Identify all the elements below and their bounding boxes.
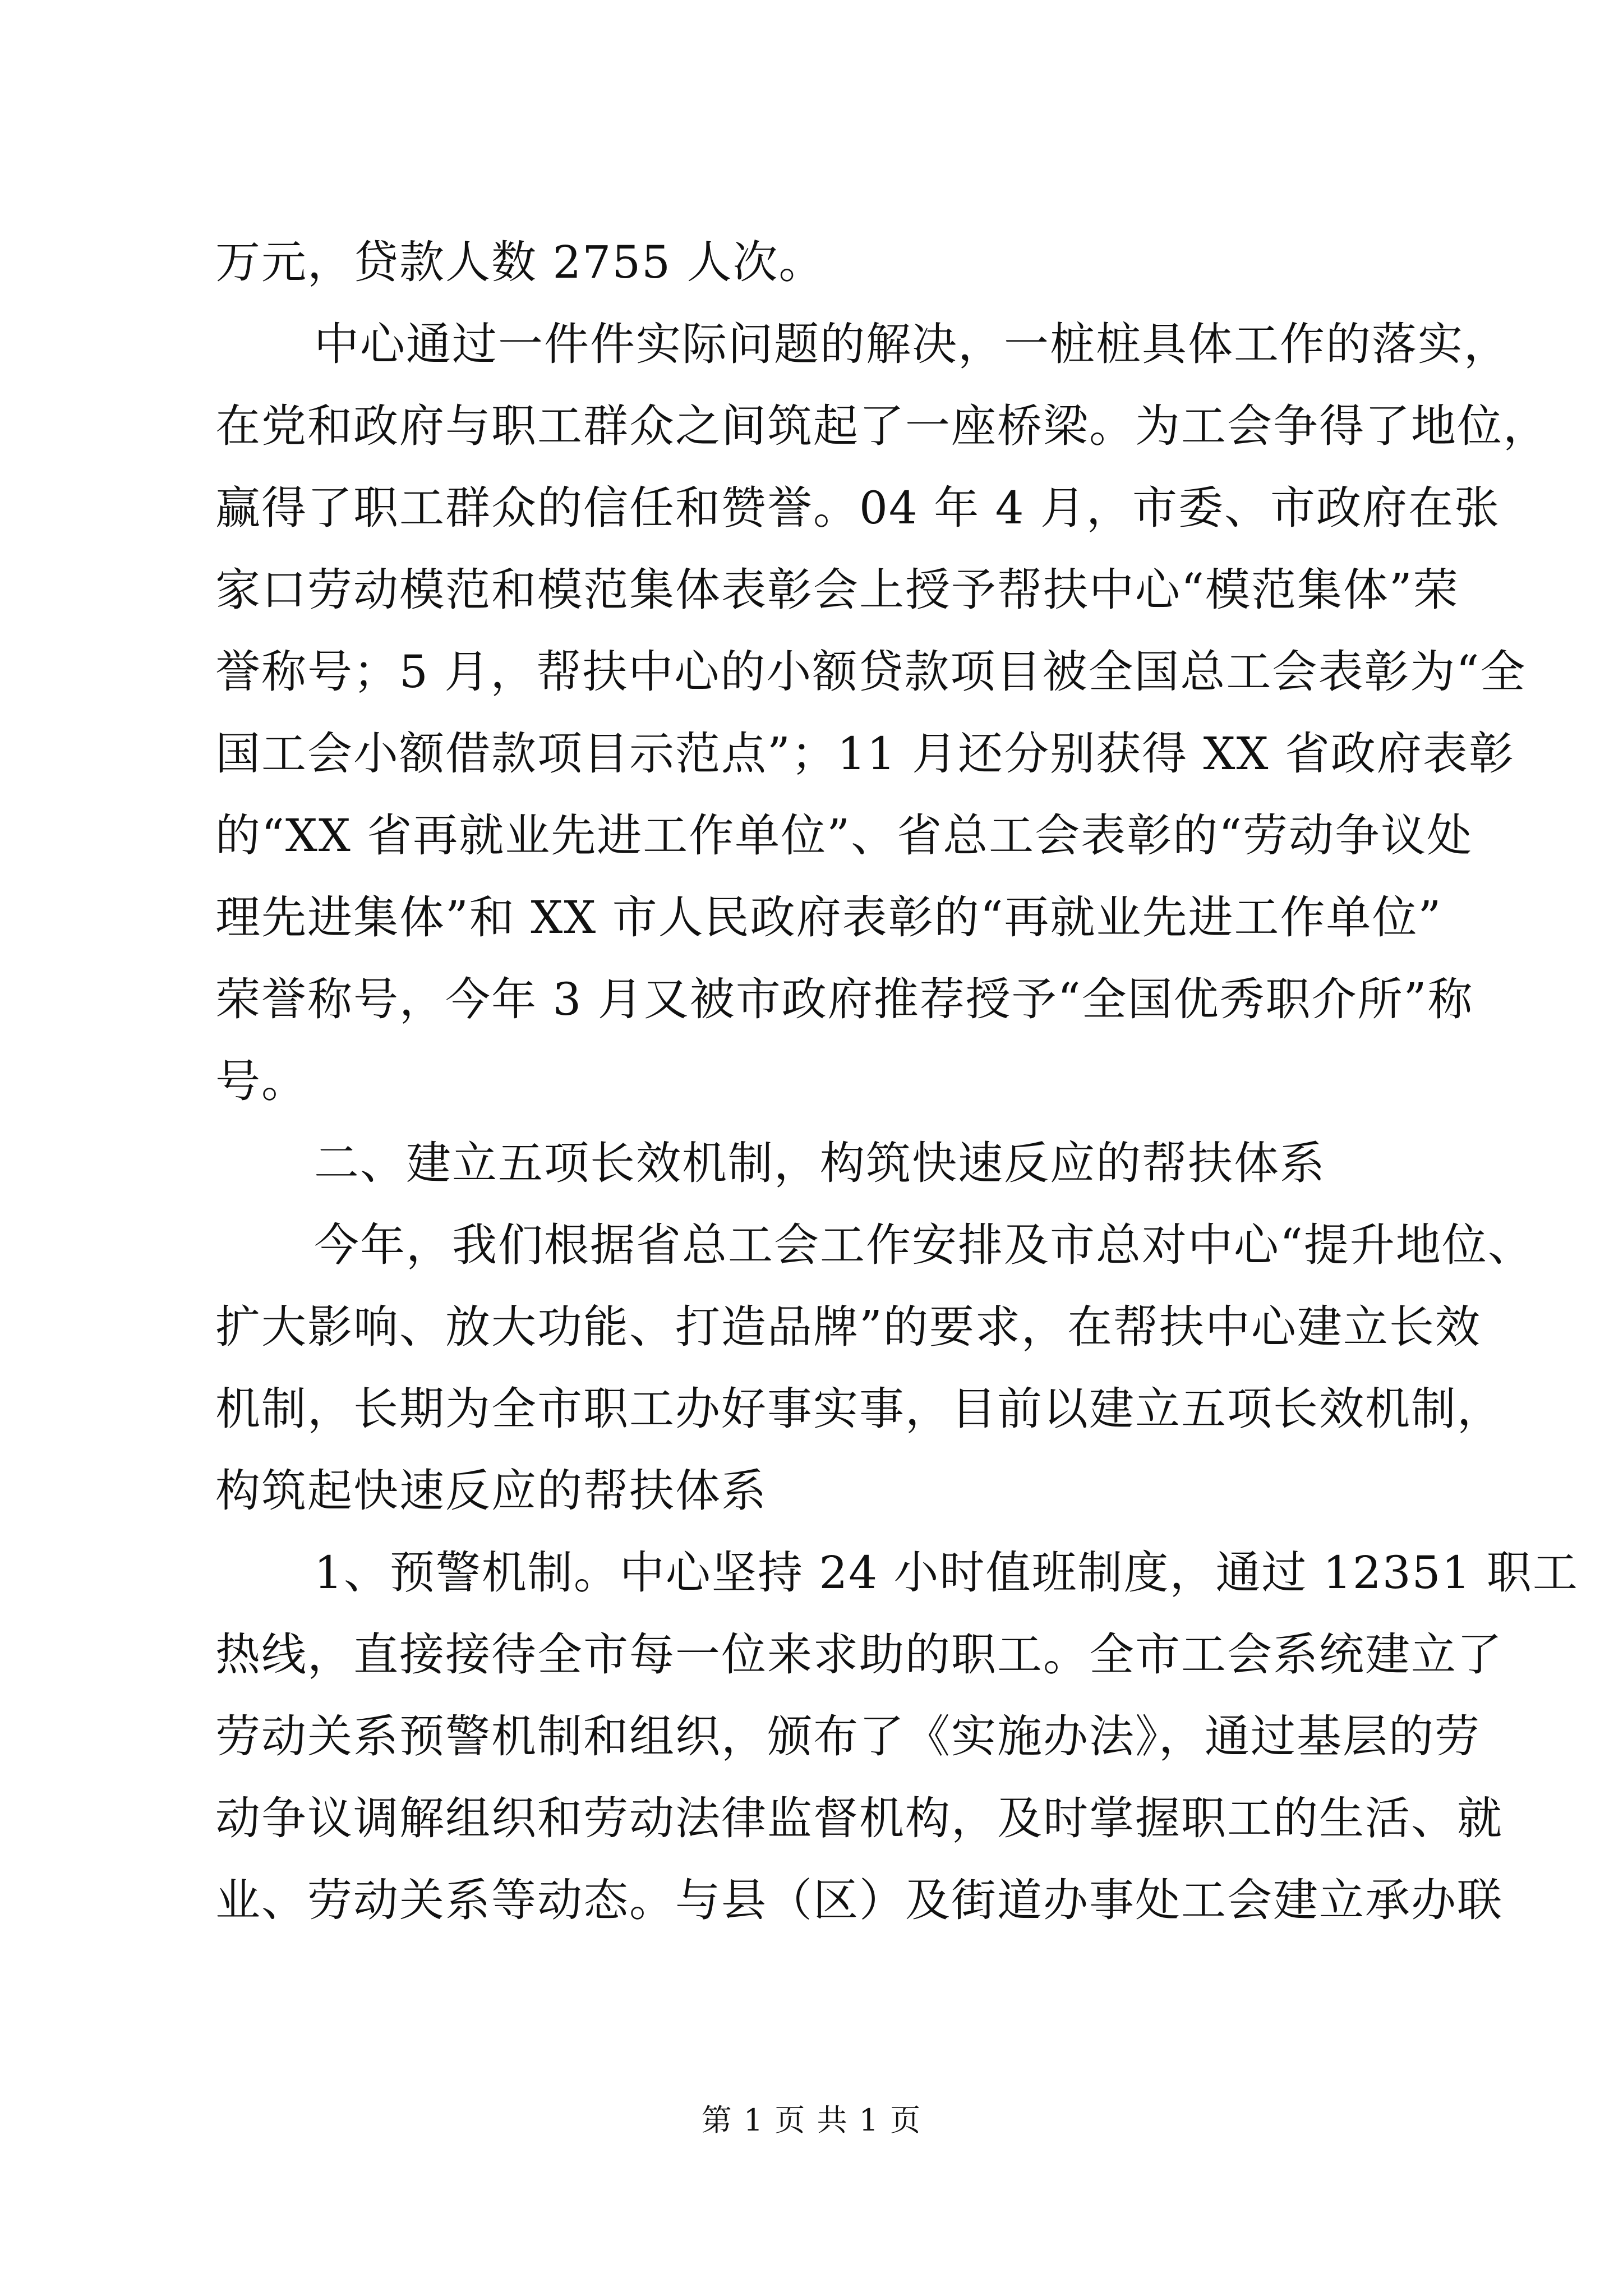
text-line: 热线，直接接待全市每一位来求助的职工。全市工会系统建立了 [215, 1628, 1503, 1681]
page-number-label: 第 1 页 共 1 页 [701, 2102, 922, 2138]
text-line: 扩大影响、放大功能、打造品牌”的要求，在帮扶中心建立长效 [215, 1301, 1481, 1353]
text-line: 劳动关系预警机制和组织，颁布了《实施办法》，通过基层的劳 [215, 1710, 1481, 1763]
text-line: 在党和政府与职工群众之间筑起了一座桥梁。为工会争得了地位， [215, 400, 1549, 452]
text-line: 荣誉称号，今年 3 月又被市政府推荐授予“全国优秀职介所”称 [215, 973, 1474, 1025]
text-line: 今年，我们根据省总工会工作安排及市总对中心“提升地位、 [314, 1219, 1534, 1271]
text-line: 号。 [215, 1055, 307, 1107]
text-line: 机制，长期为全市职工办好事实事，目前以建立五项长效机制， [215, 1383, 1503, 1435]
text-line: 业、劳动关系等动态。与县（区）及街道办事处工会建立承办联 [215, 1874, 1503, 1926]
text-line: 构筑起快速反应的帮扶体系 [215, 1465, 767, 1517]
text-line: 中心通过一件件实际问题的解决，一桩桩具体工作的落实， [314, 318, 1510, 370]
text-line: 誉称号；5 月，帮扶中心的小额贷款项目被全国总工会表彰为“全 [215, 646, 1527, 698]
text-line: 家口劳动模范和模范集体表彰会上授予帮扶中心“模范集体”荣 [215, 564, 1459, 616]
text-line: 1、预警机制。中心坚持 24 小时值班制度，通过 12351 职工 [314, 1547, 1579, 1599]
document-body [215, 222, 1579, 1941]
text-line: 国工会小额借款项目示范点”；11 月还分别获得 XX 省政府表彰 [215, 728, 1515, 780]
text-line: 的“XX 省再就业先进工作单位”、省总工会表彰的“劳动争议处 [215, 809, 1473, 862]
text-line: 万元，贷款人数 2755 人次。 [215, 236, 825, 288]
page-footer [0, 2098, 1623, 2143]
text-line: 理先进集体”和 XX 市人民政府表彰的“再就业先进工作单位” [215, 891, 1442, 944]
text-line: 动争议调解组织和劳动法律监督机构，及时掌握职工的生活、就 [215, 1792, 1503, 1844]
text-line: 赢得了职工群众的信任和赞誉。04 年 4 月，市委、市政府在张 [215, 482, 1500, 534]
section-heading: 二、建立五项长效机制，构筑快速反应的帮扶体系 [314, 1137, 1326, 1189]
